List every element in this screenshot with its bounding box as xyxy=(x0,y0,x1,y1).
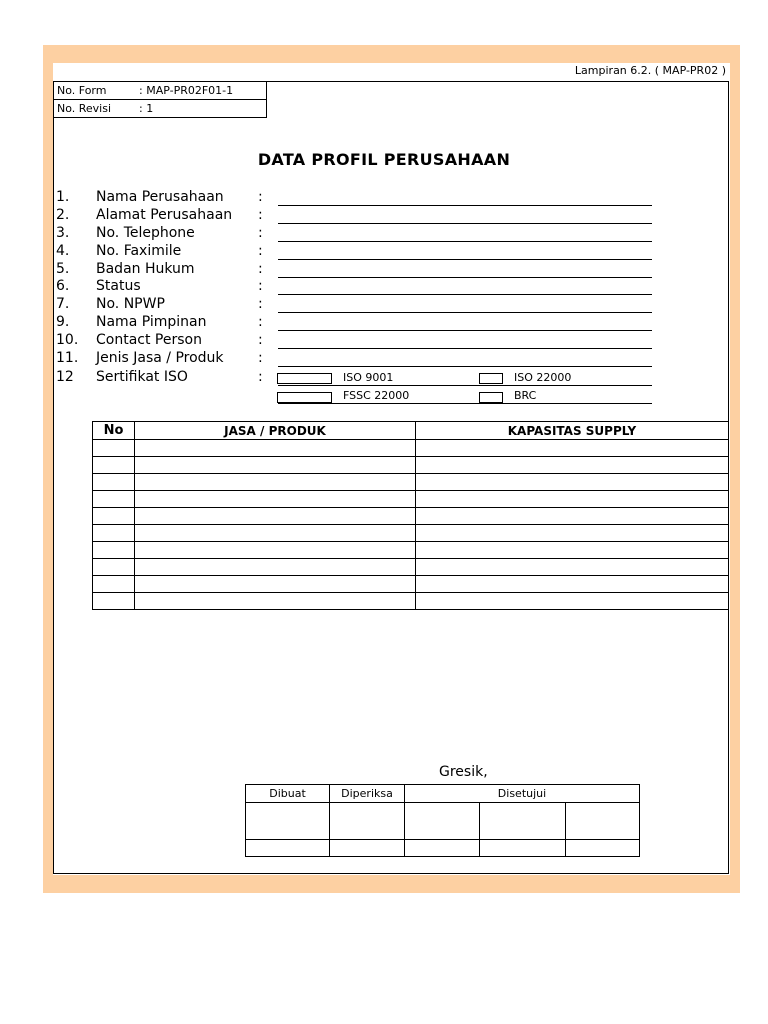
field-label: Sertifikat ISO xyxy=(96,369,188,385)
signature-name-cell[interactable] xyxy=(246,840,330,857)
field-input-line[interactable] xyxy=(278,330,652,331)
field-label: Badan Hukum xyxy=(96,261,195,277)
field-colon: : xyxy=(258,261,263,277)
table-cell[interactable] xyxy=(416,457,729,474)
table-cell[interactable] xyxy=(93,576,135,593)
field-number: 11. xyxy=(56,350,79,366)
form-number-value: : MAP-PR02F01-1 xyxy=(139,84,234,97)
table-row xyxy=(93,440,729,457)
field-number: 10. xyxy=(56,332,79,348)
field-number: 2. xyxy=(56,207,70,223)
field-row xyxy=(56,314,656,332)
table-row xyxy=(93,593,729,610)
table-cell[interactable] xyxy=(93,474,135,491)
table-cell[interactable] xyxy=(135,593,416,610)
table-cell[interactable] xyxy=(135,457,416,474)
table-cell[interactable] xyxy=(135,559,416,576)
iso-22000-checkbox[interactable] xyxy=(479,373,503,384)
iso-9001-checkbox[interactable] xyxy=(277,373,332,384)
field-colon: : xyxy=(258,350,263,366)
signature-disetujui-label: Disetujui xyxy=(405,785,640,803)
table-header-row xyxy=(93,422,729,440)
table-cell[interactable] xyxy=(416,491,729,508)
field-input-line[interactable] xyxy=(278,348,652,349)
table-cell[interactable] xyxy=(416,576,729,593)
field-label: Contact Person xyxy=(96,332,202,348)
field-row xyxy=(56,350,656,368)
fssc-22000-checkbox[interactable] xyxy=(277,392,332,403)
signature-dibuat-label: Dibuat xyxy=(246,785,330,803)
field-input-line[interactable] xyxy=(278,223,652,224)
field-colon: : xyxy=(258,332,263,348)
table-cell[interactable] xyxy=(416,508,729,525)
fssc-22000-label: FSSC 22000 xyxy=(343,389,410,402)
field-label: Nama Pimpinan xyxy=(96,314,207,330)
table-cell[interactable] xyxy=(93,559,135,576)
table-cell[interactable] xyxy=(416,542,729,559)
field-colon: : xyxy=(258,278,263,294)
table-cell[interactable] xyxy=(135,525,416,542)
column-header-no: No xyxy=(93,422,135,440)
brc-label: BRC xyxy=(514,389,537,402)
table-cell[interactable] xyxy=(93,491,135,508)
table-row xyxy=(93,542,729,559)
iso-row-line-2 xyxy=(278,403,652,404)
signature-box[interactable] xyxy=(330,803,405,840)
field-label: No. NPWP xyxy=(96,296,165,312)
meta-row-form xyxy=(54,82,267,100)
field-number: 4. xyxy=(56,243,70,259)
revision-value: : 1 xyxy=(139,102,154,115)
signature-name-cell[interactable] xyxy=(480,840,566,857)
table-row xyxy=(93,576,729,593)
field-label: Status xyxy=(96,278,141,294)
field-colon: : xyxy=(258,314,263,330)
field-row xyxy=(56,332,656,350)
field-input-line[interactable] xyxy=(278,205,652,206)
field-colon: : xyxy=(258,207,263,223)
table-cell[interactable] xyxy=(93,508,135,525)
signature-box[interactable] xyxy=(246,803,330,840)
table-cell[interactable] xyxy=(93,440,135,457)
meta-row-revisi xyxy=(54,100,267,118)
table-cell[interactable] xyxy=(416,440,729,457)
field-number: 9. xyxy=(56,314,70,330)
place-label: Gresik, xyxy=(439,764,488,780)
signature-name-cell[interactable] xyxy=(330,840,405,857)
field-label: Nama Perusahaan xyxy=(96,189,224,205)
table-cell[interactable] xyxy=(135,542,416,559)
table-cell[interactable] xyxy=(416,525,729,542)
table-cell[interactable] xyxy=(135,474,416,491)
field-colon: : xyxy=(258,369,263,385)
table-row xyxy=(93,525,729,542)
table-row xyxy=(93,474,729,491)
field-row xyxy=(56,207,656,225)
field-input-line[interactable] xyxy=(278,241,652,242)
signature-name-cell[interactable] xyxy=(566,840,640,857)
field-number: 3. xyxy=(56,225,70,241)
signature-box[interactable] xyxy=(566,803,640,840)
signature-header-row xyxy=(246,785,640,803)
field-row xyxy=(56,278,656,296)
field-input-line[interactable] xyxy=(278,294,652,295)
table-cell[interactable] xyxy=(93,457,135,474)
field-row xyxy=(56,261,656,279)
field-label: Alamat Perusahaan xyxy=(96,207,233,223)
field-label: Jenis Jasa / Produk xyxy=(96,350,224,366)
signature-box-row xyxy=(246,803,640,840)
form-number-label: No. Form xyxy=(57,84,107,97)
field-number: 7. xyxy=(56,296,70,312)
signature-table xyxy=(245,784,640,857)
iso-22000-label: ISO 22000 xyxy=(514,371,572,384)
field-colon: : xyxy=(258,243,263,259)
table-cell[interactable] xyxy=(135,508,416,525)
field-input-line[interactable] xyxy=(278,312,652,313)
field-number: 6. xyxy=(56,278,70,294)
table-row xyxy=(93,559,729,576)
form-meta-table xyxy=(53,81,267,118)
field-label: No. Faximile xyxy=(96,243,182,259)
table-row xyxy=(93,508,729,525)
revision-label: No. Revisi xyxy=(57,102,112,115)
field-colon: : xyxy=(258,189,263,205)
field-colon: : xyxy=(258,225,263,241)
field-number: 12 xyxy=(56,369,74,385)
table-cell[interactable] xyxy=(416,559,729,576)
table-cell[interactable] xyxy=(135,491,416,508)
signature-box[interactable] xyxy=(480,803,566,840)
table-cell[interactable] xyxy=(93,542,135,559)
table-cell[interactable] xyxy=(416,593,729,610)
column-header-kapasitas-supply: KAPASITAS SUPPLY xyxy=(416,422,729,440)
field-row xyxy=(56,225,656,243)
table-cell[interactable] xyxy=(93,525,135,542)
field-row xyxy=(56,243,656,261)
signature-name-cell[interactable] xyxy=(405,840,480,857)
table-cell[interactable] xyxy=(135,440,416,457)
field-row xyxy=(56,189,656,207)
table-cell[interactable] xyxy=(93,593,135,610)
table-row xyxy=(93,457,729,474)
brc-checkbox[interactable] xyxy=(479,392,503,403)
iso-9001-label: ISO 9001 xyxy=(343,371,394,384)
lampiran-label: Lampiran 6.2. ( MAP-PR02 ) xyxy=(574,64,726,77)
product-table xyxy=(92,421,729,610)
signature-box[interactable] xyxy=(405,803,480,840)
table-cell[interactable] xyxy=(416,474,729,491)
table-cell[interactable] xyxy=(135,576,416,593)
signature-diperiksa-label: Diperiksa xyxy=(330,785,405,803)
field-row xyxy=(56,296,656,314)
column-header-jasa-produk: JASA / PRODUK xyxy=(135,422,416,440)
field-colon: : xyxy=(258,296,263,312)
field-input-line[interactable] xyxy=(278,259,652,260)
iso-row-line-1 xyxy=(278,385,652,386)
field-label: No. Telephone xyxy=(96,225,195,241)
field-input-line[interactable] xyxy=(278,366,652,367)
page-title: DATA PROFIL PERUSAHAAN xyxy=(257,150,511,169)
signature-name-row xyxy=(246,840,640,857)
field-number: 5. xyxy=(56,261,70,277)
table-row xyxy=(93,491,729,508)
field-number: 1. xyxy=(56,189,70,205)
